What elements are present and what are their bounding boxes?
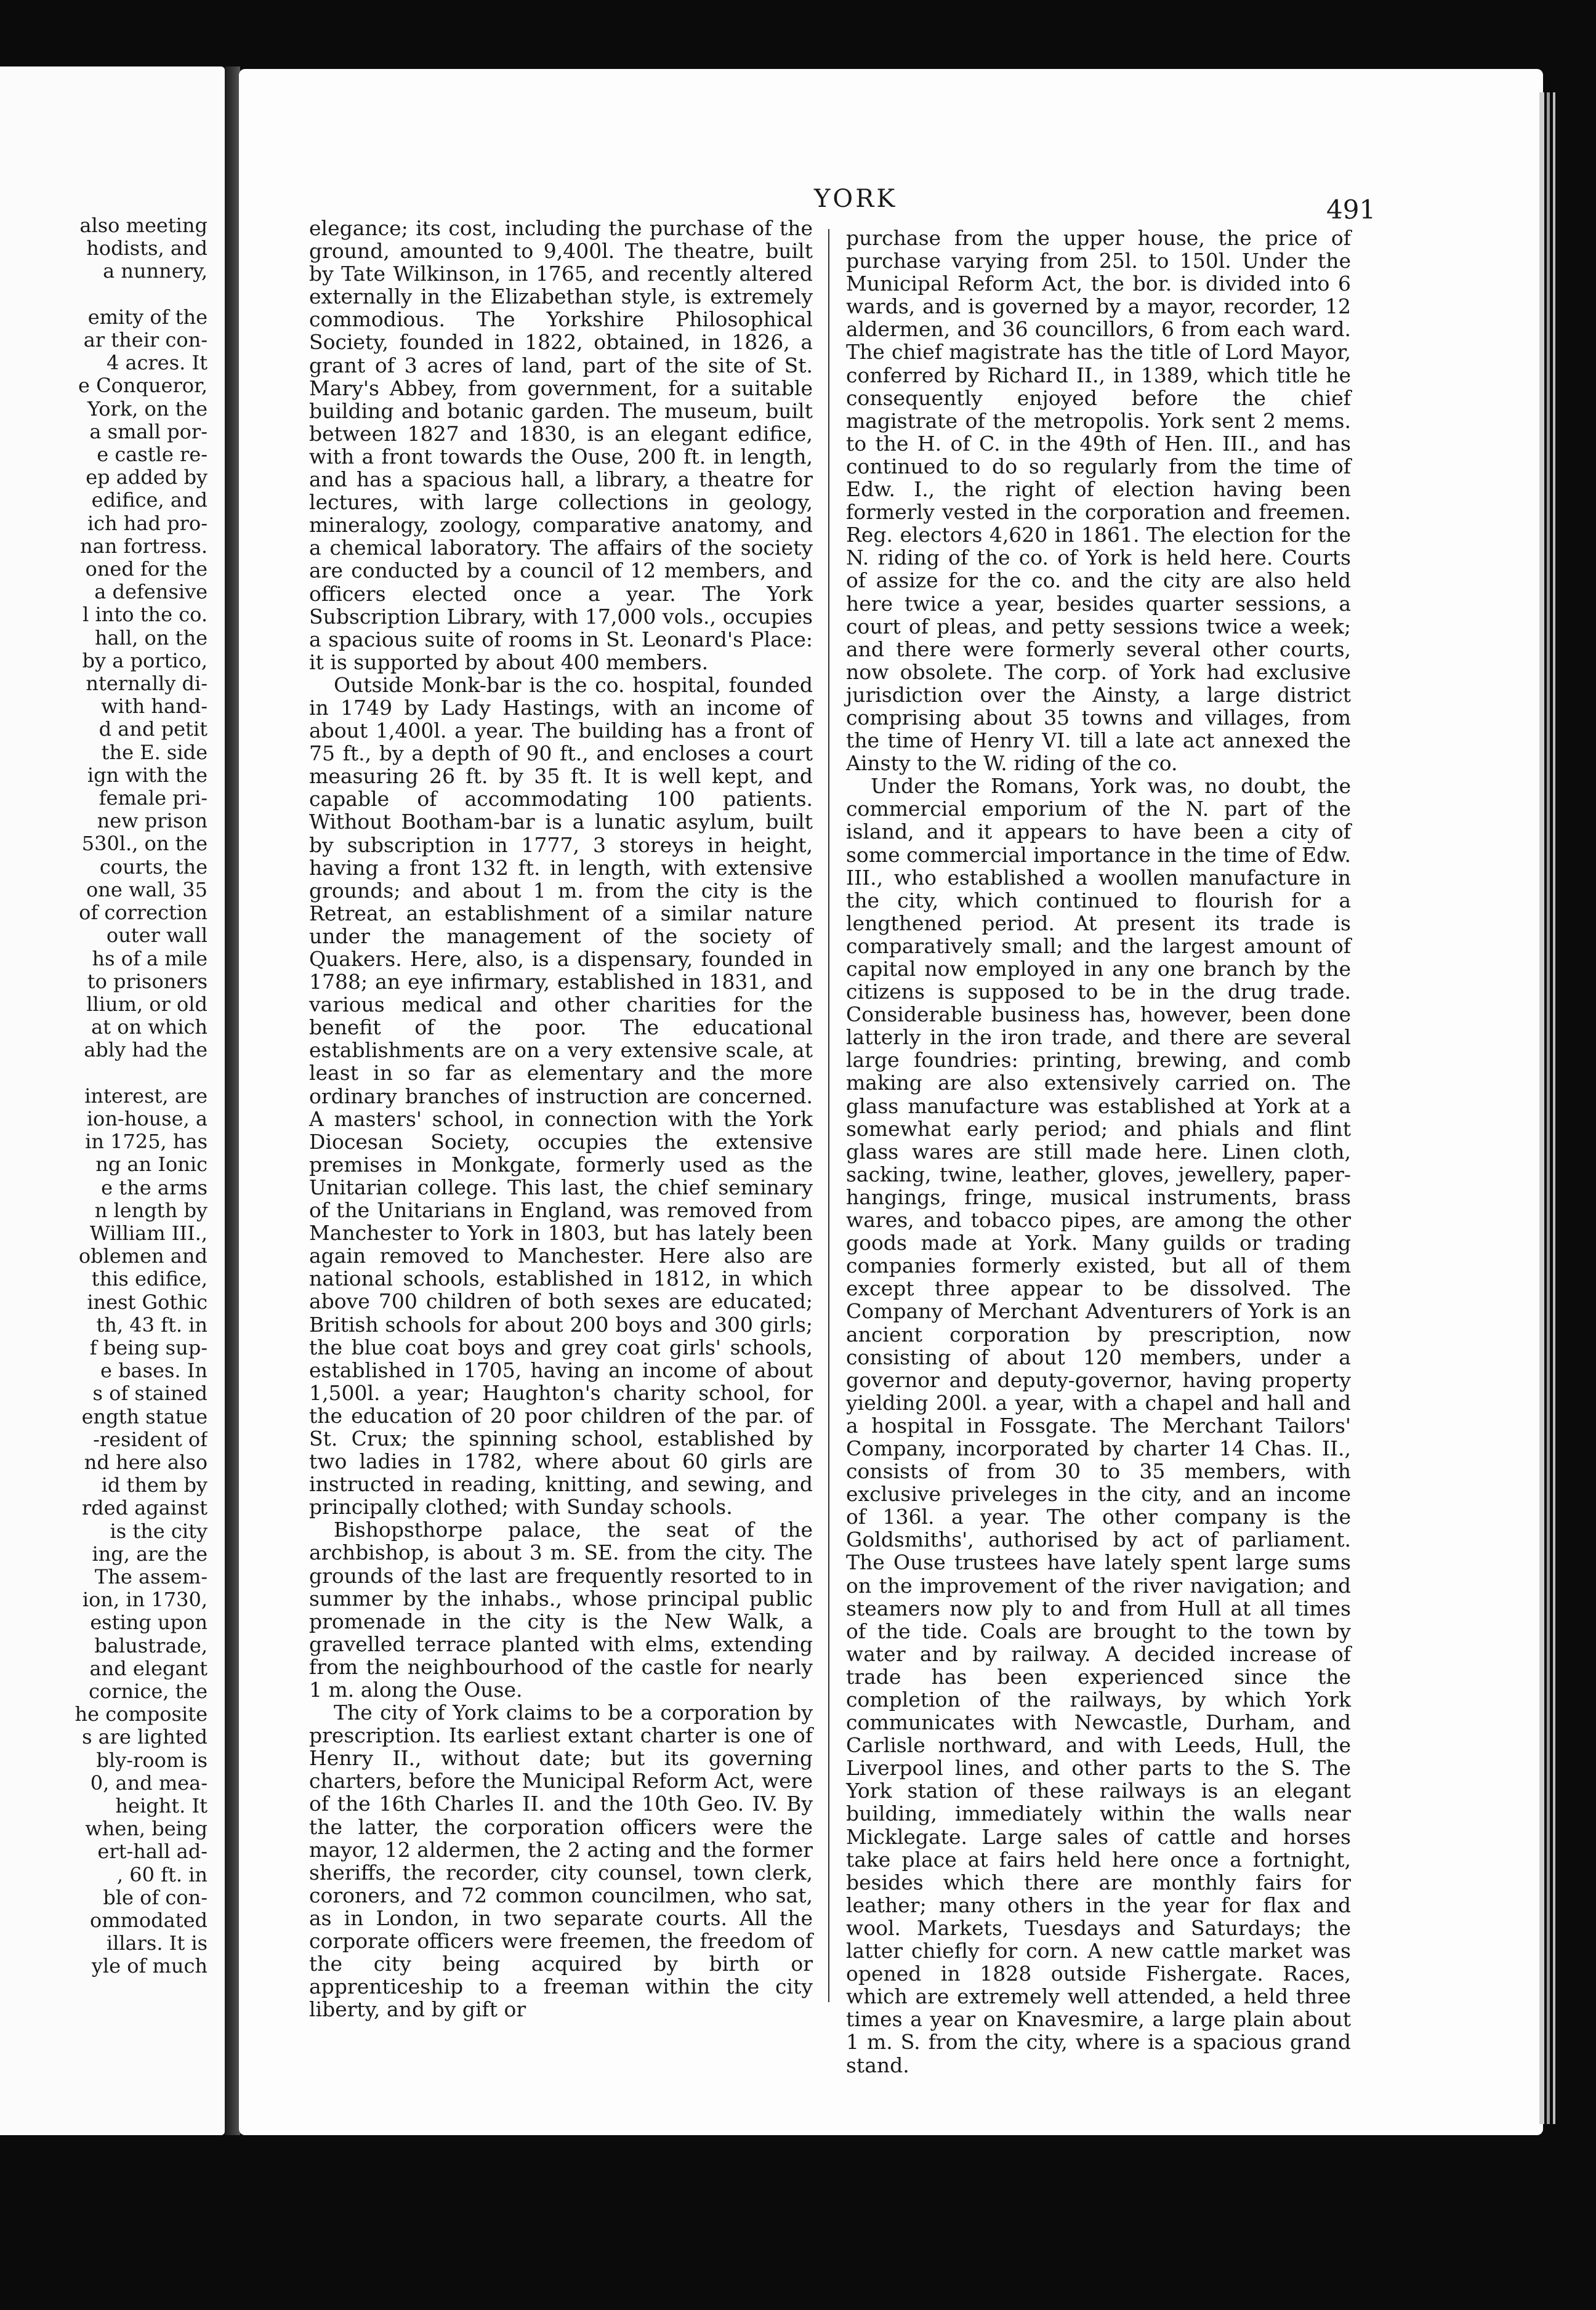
paragraph: The city of York claims to be a corporation by prescription. Its earliest extant charter is one of Henry II., without date; but its governing charters, before the Municipal Reform Act, were of the 16th Charles II. and the 10th Geo. IV. By the latter, the corporation officers were the mayor, 12 aldermen, the 2 acting and the former sheriffs, the recorder, city counsel, town clerk, coroners, and 72 common councilmen, who sat, as in London, in two separate courts. All the corporate officers were freemen, the freedom of the city being acquired by birth or apprenticeship to a freeman within the city liberty, and by gift or	[309, 1700, 813, 2022]
fragment-line: and elegant	[89, 1657, 208, 1680]
fragment-line: a defensive	[94, 581, 208, 604]
fragment-line: hs of a mile	[92, 947, 208, 970]
book-gutter	[225, 66, 240, 2135]
fragment-line: 530l., on the	[81, 832, 208, 856]
fragment-line: ble of con-	[103, 1886, 208, 1909]
fragment-line: 4 acres. It	[106, 352, 208, 375]
fragment-line: to prisoners	[87, 970, 208, 993]
page-edge	[1539, 92, 1544, 2124]
fragment-line: is the city	[110, 1519, 208, 1543]
paragraph: purchase from the upper house, the price of purchase varying from 25l. to 150l. Under the Municipal Reform Act, the bor. is divided into 6 wards, and is governed by a mayor, recorder, 12 aldermen, and 36 councillors, 6 from each ward. The chief magistrate has the title of Lord Mayor, conferred by Richard II., in 1389, which title he consequently enjoyed before the chief magistrate of the metropolis. York sent 2 mems. to the H. of C. in the 49th of Hen. III., and has continued to do so regularly from the time of Edw. I., the right of election having been formerly vested in the corporation and freemen. Reg. electors 4,620 in 1861. The election for the N. riding of the co. of York is held here. Courts of assize for the co. and the city are also held here twice a year, besides quarter sessions, a court of pleas, and petty sessions twice a week; and there were formerly several other courts, now obsolete. The corp. of York had exclusive jurisdiction over the Ainsty, a large district comprising about 35 towns and villages, from the time of Henry VI. till a late act annexed the Ainsty to the W. riding of the co.	[846, 226, 1351, 776]
fragment-line: s are lighted	[82, 1726, 208, 1749]
fragment-line: ep added by	[86, 466, 208, 489]
fragment-line: in 1725, has	[85, 1130, 208, 1154]
fragment-line: nd here also	[84, 1451, 208, 1474]
fragment-line: female pri-	[99, 787, 208, 810]
fragment-line: interest, are	[84, 1084, 208, 1108]
fragment-line: , 60 ft. in	[116, 1863, 208, 1886]
fragment-line: llium, or old	[86, 992, 208, 1016]
fragment-line: York, on the	[87, 397, 208, 421]
fragment-line: balustrade,	[94, 1634, 208, 1657]
fragment-line: this edifice,	[91, 1268, 208, 1291]
fragment-line: yle of much	[91, 1955, 208, 1978]
fragment-line: ich had pro-	[87, 512, 208, 535]
fragment-line: oned for the	[85, 558, 208, 581]
fragment-line: e castle re-	[97, 443, 208, 467]
fragment-line: inest Gothic	[87, 1290, 208, 1314]
fragment-line: nan fortress.	[80, 534, 208, 558]
fragment-line: ommodated	[89, 1909, 208, 1933]
fragment-line: of correction	[79, 901, 208, 925]
fragment-line: ion, in 1730,	[82, 1588, 208, 1612]
fragment-line: s of stained	[92, 1382, 208, 1406]
fragment-line: one wall, 35	[86, 878, 208, 901]
fragment-line: hall, on the	[95, 626, 208, 650]
fragment-line: 0, and mea-	[90, 1771, 208, 1795]
fragment-line: e Conqueror,	[78, 374, 208, 398]
fragment-line: when, being	[85, 1817, 208, 1841]
fragment-line: ing, are the	[92, 1542, 208, 1566]
fragment-line: l into the co.	[83, 603, 208, 627]
fragment-line: oblemen and	[78, 1245, 208, 1268]
column-rule	[828, 229, 829, 2002]
fragment-line: rded against	[81, 1497, 208, 1520]
text-column-right	[846, 227, 1351, 2077]
fragment-line: also meeting	[79, 214, 208, 237]
fragment-line: at on which	[91, 1016, 208, 1039]
fragment-line: f being sup-	[89, 1336, 208, 1359]
fragment-line: by a portico,	[82, 649, 208, 672]
fragment-line: emity of the	[87, 305, 208, 329]
fragment-line: nternally di-	[86, 672, 208, 696]
fragment-line	[0, 283, 208, 306]
fragment-line: ar their con-	[83, 329, 208, 352]
paragraph: Under the Romans, York was, no doubt, the commercial emporium of the N. part of the island, and it appears to have been a city of some commercial importance in the time of Edw. III., who established a woollen manufacture in the city, which continued to flourish for a lengthened period. At present its trade is comparatively small; and the largest amount of capital now employed in any one branch by the citizens is supposed to be in the drug trade. Considerable business has, however, been done latterly in the iron trade, and there are several large foundries: printing, brewing, and comb making are also extensively carried on. The glass manufacture was established at York at a somewhat early period; and phials and flint glass wares are still made here. Linen cloth, sacking, twine, leather, gloves, jewellery, paper-hangings, fringe, musical instruments, brass wares, and tobacco pipes, are among the other goods made at York. Many guilds or trading companies formerly existed, but all of them except three appear to be dissolved. The Company of Merchant Adventurers of York is an ancient corporation by prescription, now consisting of about 120 members, under a governor and deputy-governor, having property yielding 200l. a year, with a chapel and hall and a hospital in Fossgate. The Merchant Tailors' Company, incorporated by charter 14 Chas. II., consists of from 30 to 35 members, with exclusive priveleges in the city, and an income of 136l. a year. The other company is the Goldsmiths', authorised by act of parliament. The Ouse trustees have lately spent large sums on the improvement of the river navigation; and steamers now ply to and from Hull at all times of the tide. Coals are brought to the town by water and by railway. A decided increase of trade has been experienced since the completion of the railways, by which York communicates with Newcastle, Durham, and Carlisle northward, and with Leeds, Hull, the Liverpool lines, and other parts to the S. The York station of these railways is an elegant building, immediately within the walls near Micklegate. Large sales of cattle and horses take place at fairs held here once a fortnight, besides which there are monthly fairs for leather; many others in the year for flax and wool. Markets, Tuesdays and Saturdays; the latter chiefly for corn. A new cattle market was opened in 1828 outside Fishergate. Races, which are extremely well attended, a held three times a year on Knavesmire, a large plain about 1 m. S. from the city, where is a spacious grand stand.	[846, 774, 1351, 2077]
fragment-line: new prison	[97, 810, 208, 833]
fragment-line: courts, the	[99, 855, 208, 879]
paragraph: Outside Monk-bar is the co. hospital, founded in 1749 by Lady Hastings, with an income of about 1,400l. a year. The building has a front of 75 ft., by a depth of 90 ft., and encloses a court measuring 26 ft. by 35 ft. It is well kept, and capable of accommodating 100 patients. Without Bootham-bar is a lunatic asylum, built by subscription in 1777, 3 storeys in height, having a front 132 ft. in length, with extensive grounds; and about 1 m. from the city is the Retreat, an establishment of a similar nature under the management of the society of Quakers. Here, also, is a dispensary, founded in 1788; an eye infirmary, established in 1831, and various medical and other charities for the benefit of the poor. The educational establishments are on a very extensive scale, at least in so far as elementary and the more ordinary branches of instruction are concerned. A masters' school, in connection with the York Diocesan Society, occupies the extensive premises in Monkgate, formerly used as the Unitarian college. This last, the chief seminary of the Unitarians in England, was removed from Manchester to York in 1803, but has lately been again removed to Manchester. Here also are national schools, established in 1812, in which above 700 children of both sexes are educated; British schools for about 200 boys and 300 girls; the blue coat boys and grey coat girls' schools, established in 1705, having an income of about 1,500l. a year; Haughton's charity school, for the education of 20 poor children of the par. of St. Crux; the spinning school, established by two ladies in 1782, where about 60 girls are instructed in reading, knitting, and sewing, and principally clothed; with Sunday schools.	[309, 672, 813, 1519]
fragment-line: th, 43 ft. in	[96, 1313, 208, 1337]
fragment-line: id them by	[101, 1474, 208, 1497]
page-number: 491	[1326, 195, 1376, 225]
fragment-line: e bases. In	[100, 1359, 208, 1383]
fragment-line: he composite	[75, 1703, 208, 1726]
fragment-line: William III.,	[89, 1221, 208, 1245]
fragment-line: ion-house, a	[86, 1107, 208, 1130]
paragraph: elegance; its cost, including the purchase of the ground, amounted to 9,400l. The theatre, built by Tate Wilkinson, in 1765, and recently altered externally in the Elizabethan style, is extremely commodious. The Yorkshire Philosophical Society, founded in 1822, obtained, in 1826, a grant of 3 acres of land, part of the site of St. Mary's Abbey, from government, for a suitable building and botanic garden. The museum, built between 1827 and 1830, is an elegant edifice, with a front towards the Ouse, 200 ft. in length, and has a spacious hall, a library, a theatre for lectures, with large collections in geology, mineralogy, zoology, comparative anatomy, and a chemical laboratory. The affairs of the society are conducted by a council of 12 members, and officers elected once a year. The York Subscription Library, with 17,000 vols., occupies a spacious suite of rooms in St. Leonard's Place: it is supported by about 400 members.	[309, 216, 813, 674]
facing-page-text-column	[0, 214, 208, 1978]
fragment-line: ert-hall ad-	[97, 1840, 208, 1864]
page-edge	[1547, 92, 1550, 2124]
fragment-line: outer wall	[106, 924, 208, 948]
fragment-line: ign with the	[87, 763, 208, 787]
fragment-line: esting upon	[90, 1611, 208, 1635]
text-column-left	[309, 217, 813, 2021]
fragment-line: d and petit	[99, 718, 208, 741]
fragment-line: hodists, and	[86, 237, 208, 260]
fragment-line: edifice, and	[91, 489, 208, 512]
paragraph: Bishopsthorpe palace, the seat of the archbishop, is about 3 m. SE. from the city. The grounds of the last are frequently resorted to in summer by the inhabs., whose principal public promenade in the city is the New Walk, a gravelled terrace planted with elms, extending from the neighbourhood of the castle for nearly 1 m. along the Ouse.	[309, 1518, 813, 1702]
fragment-line: the E. side	[101, 741, 208, 764]
fragment-line: illars. It is	[106, 1932, 208, 1955]
facing-page-fragment	[0, 66, 225, 2135]
running-head: YORK	[814, 185, 898, 213]
fragment-line: with hand-	[101, 695, 208, 718]
fragment-line: height. It	[115, 1795, 208, 1818]
fragment-line: e the arms	[101, 1176, 208, 1199]
fragment-line: a small por-	[89, 420, 208, 443]
fragment-line: cornice, the	[89, 1680, 208, 1703]
fragment-line: ng an Ionic	[95, 1153, 208, 1177]
fragment-line: The assem-	[94, 1565, 208, 1588]
fragment-line: ably had the	[84, 1039, 208, 1062]
fragment-line: ength statue	[81, 1405, 208, 1428]
fragment-line: n length by	[94, 1199, 208, 1222]
fragment-line: a nunnery,	[103, 260, 208, 283]
fragment-line: bly-room is	[96, 1749, 208, 1772]
page-edge	[1553, 92, 1555, 2124]
fragment-line: -resident of	[93, 1428, 208, 1451]
fragment-line	[0, 1062, 208, 1085]
